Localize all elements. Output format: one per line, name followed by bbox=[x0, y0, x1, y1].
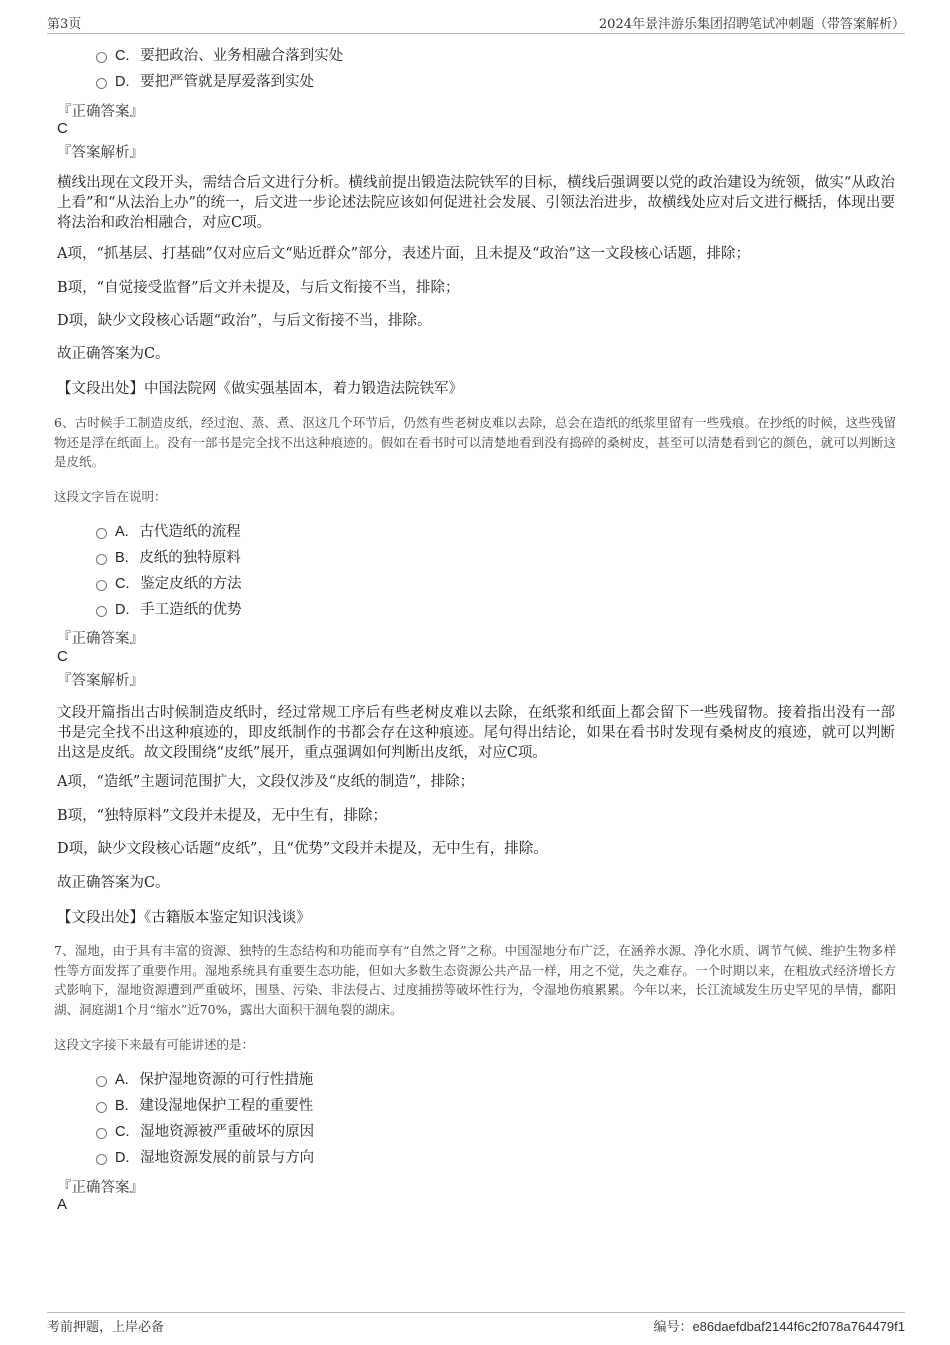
option-text: 鉴定皮纸的方法 bbox=[140, 576, 242, 592]
radio-icon[interactable] bbox=[96, 528, 107, 539]
analysis-note: D项，缺少文段核心话题“皮纸”，且“优势”文段并未提及，无中生有，排除。 bbox=[57, 841, 548, 857]
analysis-label: 『答案解析』 bbox=[57, 145, 144, 161]
answer-value: C bbox=[57, 648, 68, 665]
question-7-prompt: 这段文字接下来最有可能讲述的是： bbox=[54, 1037, 255, 1052]
radio-icon[interactable] bbox=[96, 580, 107, 591]
answer-label: 『正确答案』 bbox=[57, 631, 144, 647]
analysis-note: B项，“自觉接受监督”后文并未提及，与后文衔接不当，排除； bbox=[57, 280, 460, 296]
option-text: 皮纸的独特原料 bbox=[139, 550, 241, 566]
option-d[interactable]: D. 湿地资源发展的前景与方向 bbox=[96, 1148, 314, 1168]
option-text: 保护湿地资源的可行性措施 bbox=[139, 1072, 314, 1088]
radio-icon[interactable] bbox=[96, 1128, 107, 1139]
option-c[interactable]: C. 要把政治、业务相融合落到实处 bbox=[96, 46, 343, 66]
option-text: 要把严管就是厚爱落到实处 bbox=[140, 74, 315, 90]
analysis-note: D项，缺少文段核心话题“政治”，与后文衔接不当，排除。 bbox=[57, 313, 432, 329]
conclusion: 故正确答案为C。 bbox=[57, 875, 170, 891]
radio-icon[interactable] bbox=[96, 554, 107, 565]
option-c[interactable]: C. 鉴定皮纸的方法 bbox=[96, 574, 242, 594]
radio-icon[interactable] bbox=[96, 52, 107, 63]
analysis-note: A项，“造纸”主题词范围扩大，文段仅涉及“皮纸的制造”，排除； bbox=[57, 774, 475, 790]
radio-icon[interactable] bbox=[96, 1076, 107, 1087]
analysis-note: B项，“独特原料”文段并未提及，无中生有，排除； bbox=[57, 808, 387, 824]
answer-value: A bbox=[57, 1196, 68, 1213]
option-text: 手工造纸的优势 bbox=[140, 602, 242, 618]
answer-label: 『正确答案』 bbox=[57, 104, 144, 120]
source-citation: 【文段出处】《古籍版本鉴定知识浅谈》 bbox=[57, 910, 311, 926]
question-6-text: 6、古时候手工制造皮纸，经过泡、蒸、煮、沤这几个环节后，仍然有些老树皮难以去除，总会在造纸的纸浆里留有一些残痕。在抄纸的时候，这些残留物还是浮在纸面上。没有一部书是完全找不出这种痕迹的。假如在看书时可以清楚地看到没有捣碎的桑树皮，甚至可以清楚看到它的颜色，就可以判断这是皮纸。 bbox=[54, 415, 896, 469]
option-b[interactable]: B. 皮纸的独特原料 bbox=[96, 548, 241, 568]
page-number: 第3页 bbox=[47, 17, 82, 32]
page-footer bbox=[47, 1312, 905, 1337]
radio-icon[interactable] bbox=[96, 1102, 107, 1113]
question-7-text: 7、湿地，由于具有丰富的资源、独特的生态结构和功能而享有“自然之肾”之称。中国湿地分布广泛，在涵养水源、净化水质、调节气候、维护生物多样性等方面发挥了重要作用。湿地系统具有重要生态功能，但如大多数生态资源公共产品一样，用之不觉，失之难存。一个时期以来，在粗放式经济增长方式影响下，湿地资源遭到严重破坏，围垦、污染、非法侵占、过度捕捞等破坏性行为，令湿地伤痕累累。今年以来，长江流域发生历史罕见的旱情，鄱阳湖、洞庭湖1个月“缩水”近70%，露出大面积干涸龟裂的湖床。 bbox=[54, 943, 896, 1017]
option-a[interactable]: A. 古代造纸的流程 bbox=[96, 522, 241, 542]
answer-value: C bbox=[57, 120, 68, 137]
document-title: 2024年景沣游乐集团招聘笔试冲刺题（带答案解析） bbox=[598, 17, 905, 32]
conclusion: 故正确答案为C。 bbox=[57, 346, 170, 362]
option-text: 建设湿地保护工程的重要性 bbox=[139, 1098, 314, 1114]
question-6-prompt: 这段文字旨在说明： bbox=[54, 489, 167, 504]
document-id: 编号：e86daefdbaf2144f6c2f078a764479f1 bbox=[653, 1319, 905, 1334]
source-citation: 【文段出处】中国法院网《做实强基固本，着力锻造法院铁军》 bbox=[57, 381, 463, 397]
option-b[interactable]: B. 建设湿地保护工程的重要性 bbox=[96, 1096, 313, 1116]
analysis-note: A项，“抓基层、打基础”仅对应后文“贴近群众”部分，表述片面，且未提及“政治”这一文段核心话题，排除； bbox=[57, 246, 750, 262]
analysis-text: 横线出现在文段开头，需结合后文进行分析。横线前提出锻造法院铁军的目标，横线后强调要以党的政治建设为统领，做实“从政治上看”和“从法治上办”的统一，后文进一步论述法院应该如何促进社会发展、引领法治进步，故横线处应对后文进行概括，体现出要将法治和政治相融合，对应C项。 bbox=[57, 175, 895, 231]
option-text: 湿地资源被严重破坏的原因 bbox=[140, 1124, 315, 1140]
option-text: 古代造纸的流程 bbox=[139, 524, 241, 540]
option-text: 要把政治、业务相融合落到实处 bbox=[140, 48, 344, 64]
radio-icon[interactable] bbox=[96, 1154, 107, 1165]
option-d[interactable]: D. 手工造纸的优势 bbox=[96, 600, 242, 620]
footer-slogan: 考前押题，上岸必备 bbox=[47, 1320, 165, 1335]
option-d[interactable]: D. 要把严管就是厚爱落到实处 bbox=[96, 72, 314, 92]
radio-icon[interactable] bbox=[96, 78, 107, 89]
option-text: 湿地资源发展的前景与方向 bbox=[140, 1150, 315, 1166]
page-header bbox=[47, 13, 905, 34]
answer-label: 『正确答案』 bbox=[57, 1180, 144, 1196]
radio-icon[interactable] bbox=[96, 606, 107, 617]
option-a[interactable]: A. 保护湿地资源的可行性措施 bbox=[96, 1070, 313, 1090]
analysis-text: 文段开篇指出古时候制造皮纸时，经过常规工序后有些老树皮难以去除，在纸浆和纸面上都会留下一些残留物。接着指出没有一部书是完全找不出这种痕迹的，即皮纸制作的书都会存在这种痕迹。尾句得出结论，如果在看书时发现有桑树皮的痕迹，就可以判断出这是皮纸。故文段围绕“皮纸”展开，重点强调如何判断出皮纸，对应C项。 bbox=[57, 705, 895, 761]
option-c[interactable]: C. 湿地资源被严重破坏的原因 bbox=[96, 1122, 314, 1142]
analysis-label: 『答案解析』 bbox=[57, 673, 144, 689]
